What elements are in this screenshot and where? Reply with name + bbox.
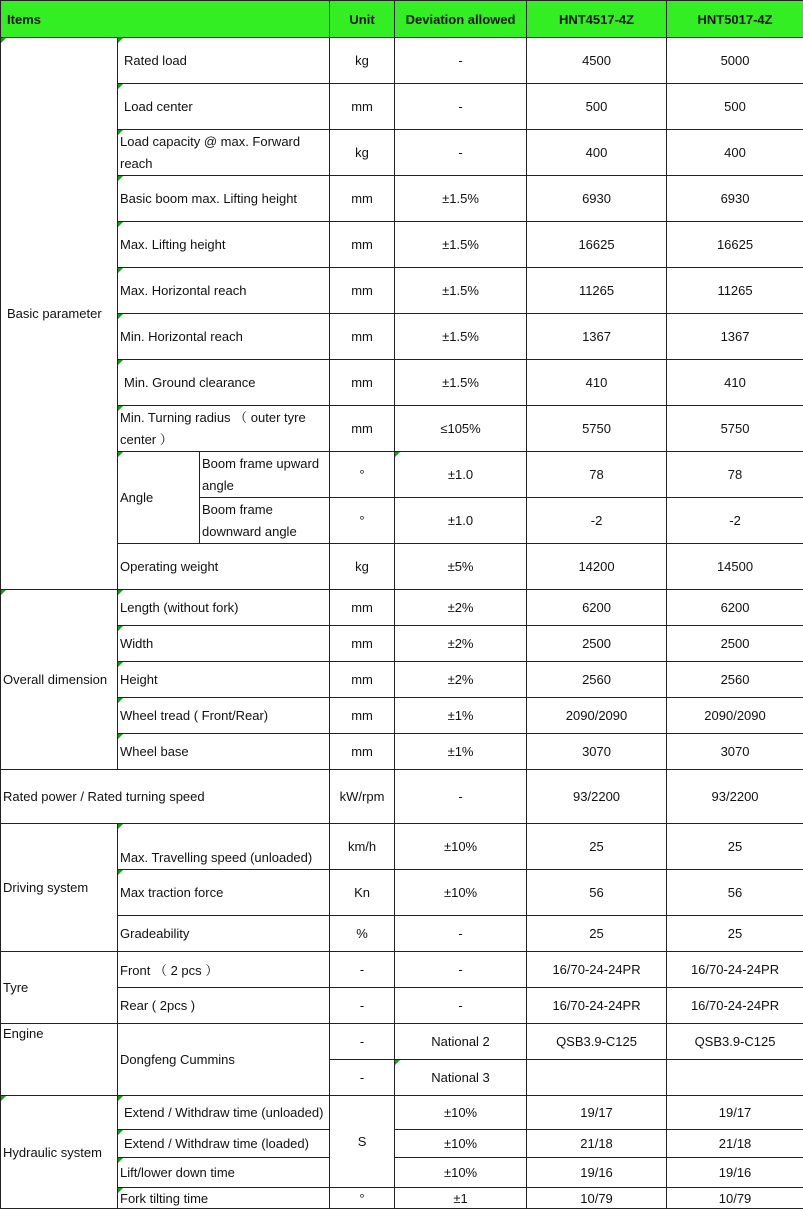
unit-cell: kg <box>330 130 395 176</box>
deviation-cell: ±10% <box>395 1158 527 1188</box>
deviation-cell: - <box>395 84 527 130</box>
table-row <box>1 1096 803 1130</box>
unit-cell: - <box>330 1024 395 1060</box>
deviation-cell: ±2% <box>395 662 527 698</box>
header-model-a: HNT4517-4Z <box>527 1 667 38</box>
model-b-cell <box>667 1060 803 1096</box>
group-engine: Engine <box>1 1024 118 1096</box>
model-b-cell: 6930 <box>667 176 803 222</box>
model-b-cell: 25 <box>667 916 803 952</box>
table-row <box>1 84 803 130</box>
table-row <box>1 662 803 698</box>
unit-cell: - <box>330 952 395 988</box>
group-hydraulic-system: Hydraulic system <box>1 1096 118 1209</box>
unit-cell: mm <box>330 176 395 222</box>
model-a-cell: 56 <box>527 870 667 916</box>
model-a-cell: 25 <box>527 824 667 870</box>
model-b-cell: 16/70-24-24PR <box>667 988 803 1024</box>
deviation-cell: ±10% <box>395 1096 527 1130</box>
model-b-cell: 56 <box>667 870 803 916</box>
deviation-cell: ±10% <box>395 870 527 916</box>
header-deviation: Deviation allowed <box>395 1 527 38</box>
row-label: Load capacity @ max. Forward reach <box>118 130 330 176</box>
model-b-cell: 19/17 <box>667 1096 803 1130</box>
model-a-cell: 4500 <box>527 38 667 84</box>
deviation-cell: ≤105% <box>395 406 527 452</box>
model-b-cell: -2 <box>667 498 803 544</box>
model-b-cell: 5000 <box>667 38 803 84</box>
deviation-cell: - <box>395 38 527 84</box>
model-a-cell: -2 <box>527 498 667 544</box>
header-row <box>1 1 803 38</box>
table-row <box>1 870 803 916</box>
deviation-cell: ±1.5% <box>395 268 527 314</box>
model-b-cell: 400 <box>667 130 803 176</box>
unit-cell: mm <box>330 590 395 626</box>
row-label: Max. Travelling speed (unloaded) <box>118 824 330 870</box>
header-unit: Unit <box>330 1 395 38</box>
model-a-cell: 6200 <box>527 590 667 626</box>
model-a-cell: 21/18 <box>527 1130 667 1158</box>
model-a-cell <box>527 1060 667 1096</box>
deviation-cell: National 2 <box>395 1024 527 1060</box>
model-b-cell: 1367 <box>667 314 803 360</box>
unit-cell: mm <box>330 406 395 452</box>
row-label: Rear ( 2pcs ) <box>118 988 330 1024</box>
unit-cell: kg <box>330 544 395 590</box>
deviation-cell: ±1.0 <box>395 498 527 544</box>
engine-label: Dongfeng Cummins <box>118 1024 330 1096</box>
table-row <box>1 268 803 314</box>
table-row <box>1 734 803 770</box>
header-model-b: HNT5017-4Z <box>667 1 803 38</box>
row-label: Min. Horizontal reach <box>118 314 330 360</box>
model-b-cell: 19/16 <box>667 1158 803 1188</box>
model-b-cell: 11265 <box>667 268 803 314</box>
model-a-cell: 14200 <box>527 544 667 590</box>
row-label: Rated load <box>118 38 330 84</box>
table-row <box>1 1130 803 1158</box>
unit-cell: ° <box>330 498 395 544</box>
deviation-cell: ±5% <box>395 544 527 590</box>
table-row <box>1 824 803 870</box>
deviation-cell: National 3 <box>395 1060 527 1096</box>
model-a-cell: 16/70-24-24PR <box>527 988 667 1024</box>
model-b-cell: 410 <box>667 360 803 406</box>
row-label: Extend / Withdraw time (unloaded) <box>118 1096 330 1130</box>
unit-cell: mm <box>330 626 395 662</box>
table-row <box>1 222 803 268</box>
table-row <box>1 770 803 824</box>
model-b-cell: 500 <box>667 84 803 130</box>
row-label: Length (without fork) <box>118 590 330 626</box>
unit-cell: ° <box>330 452 395 498</box>
model-a-cell: 2500 <box>527 626 667 662</box>
unit-cell: ° <box>330 1188 395 1209</box>
unit-cell: Kn <box>330 870 395 916</box>
row-label: Load center <box>118 84 330 130</box>
deviation-cell: ±1.0 <box>395 452 527 498</box>
unit-cell: mm <box>330 84 395 130</box>
row-label: Height <box>118 662 330 698</box>
unit-cell: mm <box>330 222 395 268</box>
model-a-cell: 25 <box>527 916 667 952</box>
unit-cell: - <box>330 988 395 1024</box>
row-label: Operating weight <box>118 544 330 590</box>
row-label: Wheel tread ( Front/Rear) <box>118 698 330 734</box>
table-row <box>1 590 803 626</box>
table-row <box>1 176 803 222</box>
row-label: Min. Turning radius （ outer tyre center ） <box>118 406 330 452</box>
group-driving-system: Driving system <box>1 824 118 952</box>
model-a-cell: 6930 <box>527 176 667 222</box>
model-b-cell: QSB3.9-C125 <box>667 1024 803 1060</box>
row-label: Wheel base <box>118 734 330 770</box>
table-row <box>1 452 803 498</box>
model-b-cell: 93/2200 <box>667 770 803 824</box>
deviation-cell: - <box>395 916 527 952</box>
model-a-cell: 16/70-24-24PR <box>527 952 667 988</box>
unit-cell: - <box>330 1060 395 1096</box>
deviation-cell: ±1 <box>395 1188 527 1209</box>
model-a-cell: 16625 <box>527 222 667 268</box>
table-row <box>1 952 803 988</box>
unit-cell: % <box>330 916 395 952</box>
model-a-cell: 93/2200 <box>527 770 667 824</box>
model-a-cell: 11265 <box>527 268 667 314</box>
model-a-cell: 5750 <box>527 406 667 452</box>
group-overall-dimension: Overall dimension <box>1 590 118 770</box>
deviation-cell: ±1% <box>395 734 527 770</box>
table-row <box>1 130 803 176</box>
row-label: Boom frame upward angle <box>200 452 330 498</box>
deviation-cell: - <box>395 988 527 1024</box>
model-b-cell: 78 <box>667 452 803 498</box>
deviation-cell: ±1% <box>395 698 527 734</box>
model-b-cell: 10/79 <box>667 1188 803 1209</box>
row-label: Front （ 2 pcs ） <box>118 952 330 988</box>
deviation-cell: ±10% <box>395 1130 527 1158</box>
model-a-cell: 2560 <box>527 662 667 698</box>
model-b-cell: 16/70-24-24PR <box>667 952 803 988</box>
deviation-cell: - <box>395 952 527 988</box>
model-b-cell: 2090/2090 <box>667 698 803 734</box>
row-label: Basic boom max. Lifting height <box>118 176 330 222</box>
table-row <box>1 360 803 406</box>
model-a-cell: 410 <box>527 360 667 406</box>
unit-cell: km/h <box>330 824 395 870</box>
table-row <box>1 544 803 590</box>
row-label: Max. Lifting height <box>118 222 330 268</box>
model-a-cell: 19/17 <box>527 1096 667 1130</box>
row-label: Gradeability <box>118 916 330 952</box>
unit-cell: mm <box>330 314 395 360</box>
deviation-cell: - <box>395 130 527 176</box>
table-row <box>1 698 803 734</box>
model-a-cell: 78 <box>527 452 667 498</box>
model-a-cell: QSB3.9-C125 <box>527 1024 667 1060</box>
unit-cell: kW/rpm <box>330 770 395 824</box>
table-row <box>1 314 803 360</box>
table-row <box>1 916 803 952</box>
deviation-cell: ±1.5% <box>395 222 527 268</box>
unit-cell: mm <box>330 734 395 770</box>
unit-cell: mm <box>330 360 395 406</box>
angle-label: Angle <box>118 452 200 544</box>
unit-cell: S <box>330 1096 395 1188</box>
row-label: Boom frame downward angle <box>200 498 330 544</box>
deviation-cell: ±1.5% <box>395 360 527 406</box>
table-row <box>1 1188 803 1209</box>
model-b-cell: 25 <box>667 824 803 870</box>
model-b-cell: 16625 <box>667 222 803 268</box>
model-a-cell: 1367 <box>527 314 667 360</box>
table-row <box>1 38 803 84</box>
table-row <box>1 406 803 452</box>
row-label: Rated power / Rated turning speed <box>1 770 330 824</box>
row-label: Width <box>118 626 330 662</box>
model-b-cell: 3070 <box>667 734 803 770</box>
model-b-cell: 5750 <box>667 406 803 452</box>
group-basic-parameter: Basic parameter <box>1 38 118 590</box>
header-items: Items <box>1 1 330 38</box>
deviation-cell: ±2% <box>395 590 527 626</box>
model-a-cell: 10/79 <box>527 1188 667 1209</box>
model-a-cell: 400 <box>527 130 667 176</box>
model-b-cell: 6200 <box>667 590 803 626</box>
model-b-cell: 14500 <box>667 544 803 590</box>
row-label: Fork tilting time <box>118 1188 330 1209</box>
model-b-cell: 21/18 <box>667 1130 803 1158</box>
row-label: Extend / Withdraw time (loaded) <box>118 1130 330 1158</box>
row-label: Min. Ground clearance <box>118 360 330 406</box>
model-a-cell: 19/16 <box>527 1158 667 1188</box>
model-a-cell: 3070 <box>527 734 667 770</box>
deviation-cell: ±10% <box>395 824 527 870</box>
row-label: Max. Horizontal reach <box>118 268 330 314</box>
model-a-cell: 500 <box>527 84 667 130</box>
row-label: Lift/lower down time <box>118 1158 330 1188</box>
model-a-cell: 2090/2090 <box>527 698 667 734</box>
unit-cell: mm <box>330 662 395 698</box>
model-b-cell: 2560 <box>667 662 803 698</box>
deviation-cell: ±2% <box>395 626 527 662</box>
deviation-cell: ±1.5% <box>395 176 527 222</box>
model-b-cell: 2500 <box>667 626 803 662</box>
table-row <box>1 988 803 1024</box>
table-row <box>1 1024 803 1060</box>
unit-cell: mm <box>330 698 395 734</box>
table-row <box>1 1158 803 1188</box>
table-row <box>1 626 803 662</box>
row-label: Max traction force <box>118 870 330 916</box>
unit-cell: kg <box>330 38 395 84</box>
group-tyre: Tyre <box>1 952 118 1024</box>
deviation-cell: ±1.5% <box>395 314 527 360</box>
unit-cell: mm <box>330 268 395 314</box>
deviation-cell: - <box>395 770 527 824</box>
